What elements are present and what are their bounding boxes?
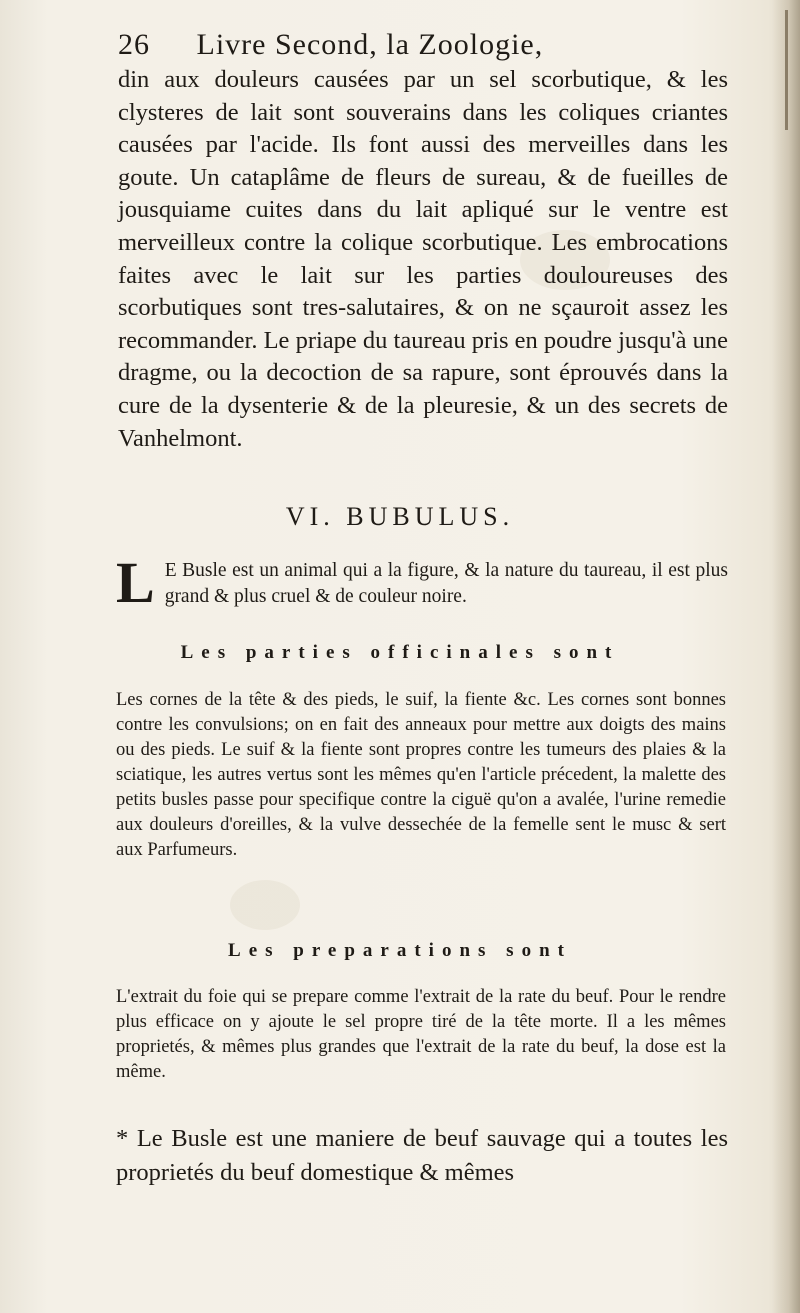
page-edge-mark [785,10,788,130]
parties-heading: Les parties officinales sont [180,642,620,663]
parties-paragraph [116,688,726,863]
section-intro [116,550,728,615]
preparations-heading: Les preparations sont [228,940,572,961]
parties-text: Les cornes de la tête & des pieds, le suif, la fiente &c. Les cornes sont bonnes contre les convulsions; on en fait des anneaux pour mettre aux doigts des mains ou des pieds. Le suif & la fiente sont propres contre les tumeurs des plaies & la sciatique, les autres vertus sont les mêmes qu'en l'article précedent, la malette des petits busles passe pour specifique contre la ciguë qu'on a avalée, l'urine remedie aux douleurs d'oreilles, & la vulve dessechée de la femelle sent le musc & sert aux Parfumeurs. [116,690,726,860]
drop-cap: L [116,550,155,615]
footnote-text: * Le Busle est une maniere de beuf sauvage qui a toutes les proprietés du beuf domestique & mêmes [116,1125,728,1186]
footnote [116,1122,728,1190]
page-number: 26 [118,28,150,61]
intro-text: E Busle est un animal qui a la figure, & la nature du taureau, il est plus grand & plus cruel & de couleur noire. [164,560,728,607]
running-title: Livre Second, la Zoologie, [196,28,544,61]
body-paragraph-text: din aux douleurs causées par un sel scorbutique, & les clysteres de lait sont souverains dans les coliques criantes causées par l'acide. Ils font aussi des merveilles dans les goute. Un cataplâme de fleurs de sureau, & de fueilles de jousquiame cuites dans du lait apliqué sur le ventre est merveilleux contre la colique scorbutique. Les embrocations faites avec le lait sur les parties douloureuses des scorbutiques sont tres-salutaires, & on ne sçauroit assez les recommander. Le priape du taureau pris en poudre jusqu'à une dragme, ou la decoction de sa rapure, sont éprouvés dans la cure de la dysenterie & de la pleuresie, & un des secrets de Vanhelmont. [118,66,728,452]
preparations-paragraph [116,985,726,1085]
page-edge-shadow [772,0,800,1313]
paper-stain [230,880,300,930]
preparations-text: L'extrait du foie qui se prepare comme l'extrait de la rate du beuf. Pour le rendre plus efficace on y ajoute le sel propre tiré de la tête morte. Il a les mêmes proprietés, & mêmes plus grandes que l'extrait de la rate du beuf, la dose est la même. [116,987,726,1082]
section-title: VI. BUBULUS. [285,502,515,531]
body-paragraph [118,64,728,455]
running-header [118,28,678,62]
